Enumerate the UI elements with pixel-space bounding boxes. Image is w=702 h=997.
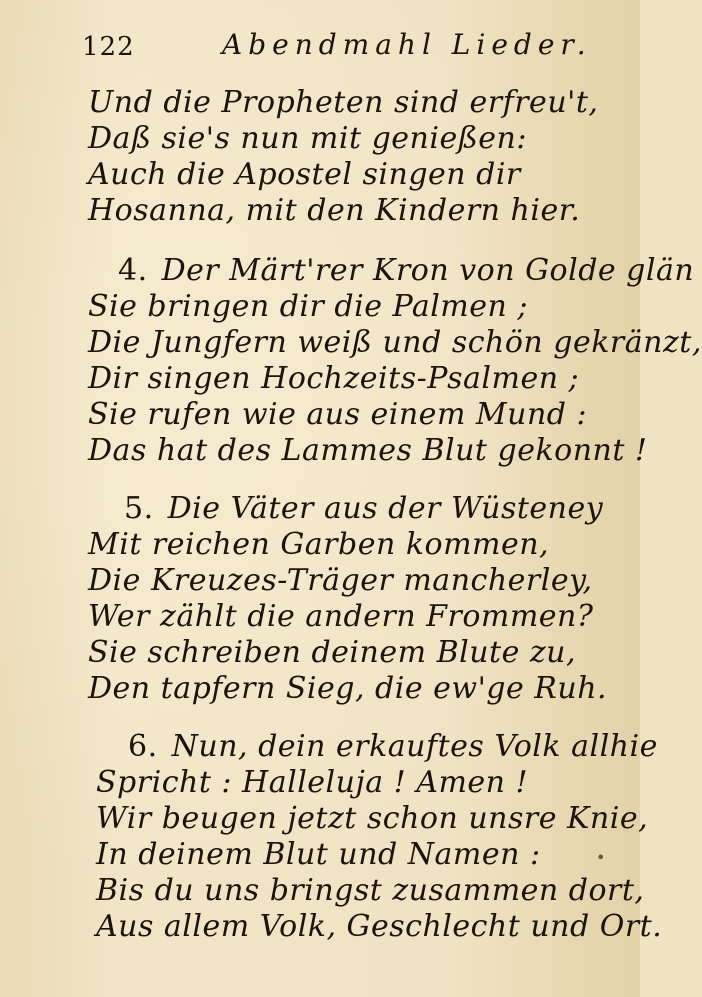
- verse-number: 6.: [128, 729, 158, 764]
- page-number: 122: [82, 32, 135, 62]
- verse-number: 4.: [118, 253, 148, 288]
- verse-number: 5.: [124, 491, 154, 526]
- verse-line: Wir beugen jetzt schon unsre Knie,: [96, 801, 649, 836]
- verse-line: Den tapfern Sieg, die ew'ge Ruh.: [88, 671, 608, 706]
- verse-line: Hosanna, mit den Kindern hier.: [88, 193, 581, 228]
- verse-line: Bis du uns bringst zusammen dort,: [96, 873, 645, 908]
- verse-line: Dir singen Hochzeits-Psalmen ;: [88, 361, 580, 396]
- verse-line: Und die Propheten sind erfreu't,: [88, 85, 599, 120]
- hymn-text: [0, 85, 702, 976]
- verse-line: Mit reichen Garben kommen,: [88, 527, 550, 562]
- verse-line: Auch die Apostel singen dir: [88, 157, 521, 192]
- verse-line: [118, 254, 694, 288]
- verse-line: Sie schreiben deinem Blute zu,: [88, 635, 577, 670]
- verse-line: Wer zählt die andern Frommen?: [88, 599, 594, 634]
- running-head: Abendmahl Lieder.: [222, 28, 592, 61]
- verse-line: Sie bringen dir die Palmen ;: [88, 289, 528, 324]
- verse-line: Die Kreuzes-Träger mancherley,: [88, 563, 593, 598]
- verse-line: [128, 730, 658, 764]
- verse-line: Das hat des Lammes Blut gekonnt !: [88, 433, 648, 468]
- verse-line: Spricht : Halleluja ! Amen !: [96, 765, 529, 800]
- verse-line-text: Nun, dein erkauftes Volk allhie: [171, 729, 658, 764]
- verse-line: Die Jungfern weiß und schön gekränzt,: [88, 325, 702, 360]
- page-header: [0, 26, 640, 66]
- verse-line: In deinem Blut und Namen :: [96, 837, 541, 872]
- verse-line-text: Die Väter aus der Wüsteney: [167, 491, 604, 526]
- verse-line: Aus allem Volk, Geschlecht und Ort.: [96, 909, 663, 944]
- verse-line: Sie rufen wie aus einem Mund :: [88, 397, 588, 432]
- verse-line: [124, 492, 603, 526]
- ink-speck: •: [596, 848, 606, 867]
- verse-line-text: Der Märt'rer Kron von Golde glän: [161, 253, 695, 288]
- verse-line: Daß sie's nun mit genießen:: [88, 121, 527, 156]
